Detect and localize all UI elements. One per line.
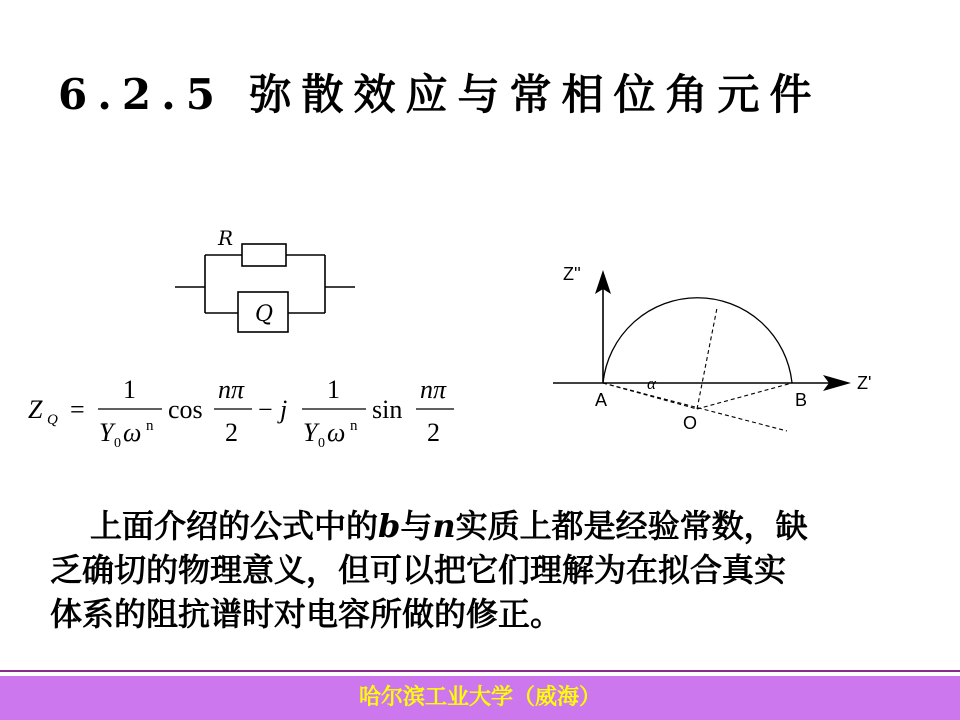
angle-alpha-label: α [647, 374, 656, 393]
svg-text:1: 1 [123, 375, 136, 404]
footer-university-name: 哈尔滨工业大学（威海） [358, 685, 601, 710]
impedance-formula [22, 368, 472, 458]
svg-text:2: 2 [225, 418, 238, 447]
svg-text:j: j [280, 395, 288, 424]
svg-text:ω: ω [327, 418, 346, 447]
depressed-semicircle [603, 298, 792, 383]
svg-text:Z: Z [28, 395, 43, 424]
svg-text:0: 0 [114, 436, 121, 451]
resistor [242, 244, 286, 266]
footer-bar [0, 676, 960, 720]
variable-n: n [432, 507, 456, 545]
svg-text:Q: Q [47, 412, 58, 428]
equivalent-circuit-diagram [170, 215, 370, 355]
svg-text:0: 0 [318, 436, 325, 451]
radius-line [697, 308, 717, 409]
text-line-3: 体系的阻抗谱时对电容所做的修正。 [50, 595, 563, 633]
explanation-text [50, 504, 920, 636]
svg-text:Y: Y [99, 418, 114, 447]
x-axis-label: Z' [857, 373, 872, 393]
svg-text:2: 2 [427, 418, 440, 447]
svg-text:nπ: nπ [218, 375, 245, 404]
svg-text:n: n [146, 418, 154, 434]
point-a-label: A [595, 390, 608, 410]
text-line-2: 乏确切的物理意义，但可以把它们理解为在拟合真实 [50, 551, 787, 589]
footer-divider [0, 670, 960, 672]
svg-text:sin: sin [372, 395, 403, 424]
variable-b: b [378, 507, 401, 545]
y-axis-label: Z'' [563, 264, 581, 284]
nyquist-plot [545, 248, 890, 448]
svg-text:Y: Y [303, 418, 318, 447]
cpe-label: Q [255, 302, 274, 327]
svg-text:1: 1 [327, 375, 340, 404]
resistor-label: R [218, 226, 234, 250]
point-b-label: B [795, 390, 808, 410]
svg-text:=: = [70, 395, 85, 424]
slide-title: 6.2.5 弥散效应与常相位角元件 [58, 70, 822, 119]
text-line-1: 上面介绍的公式中的b与n实质上都是经验常数，缺 [90, 507, 808, 545]
svg-text:nπ: nπ [420, 375, 447, 404]
svg-text:ω: ω [123, 418, 142, 447]
svg-text:n: n [350, 418, 358, 434]
svg-text:cos: cos [168, 395, 203, 424]
svg-text:−: − [258, 395, 273, 424]
point-o-label: O [683, 413, 698, 433]
